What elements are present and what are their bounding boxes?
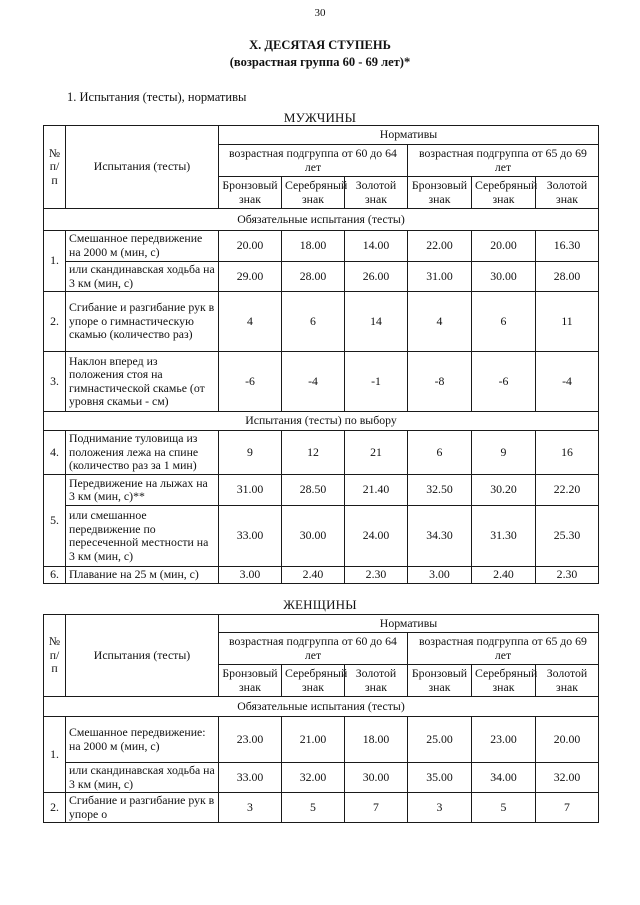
- test-name: Смешанное передвижение на 2000 м (мин, с): [66, 231, 219, 262]
- test-name: или смешанное передвижение по пересеченной местности на 3 км (мин, с): [66, 506, 219, 567]
- header-gold: Золотой знак: [536, 665, 599, 697]
- table-row: [44, 431, 599, 475]
- header-gold: Золотой знак: [536, 177, 599, 209]
- norm-value: -6: [472, 352, 536, 412]
- norm-value: 30.00: [472, 262, 536, 292]
- norm-value: 33.00: [219, 506, 282, 567]
- norm-value: -4: [282, 352, 345, 412]
- norm-value: 31.30: [472, 506, 536, 567]
- norm-value: 26.00: [345, 262, 408, 292]
- norm-value: 28.00: [536, 262, 599, 292]
- test-name: или скандинавская ходьба на 3 км (мин, с): [66, 262, 219, 292]
- test-name: Сгибание и разгибание рук в упоре о гимнастическую скамью (количество раз): [66, 292, 219, 352]
- norm-value: 22.00: [408, 231, 472, 262]
- row-number: 1.: [44, 717, 66, 793]
- norm-value: -1: [345, 352, 408, 412]
- test-name: Передвижение на лыжах на 3 км (мин, с)**: [66, 475, 219, 506]
- norm-value: 31.00: [408, 262, 472, 292]
- men-optional-rows: [44, 431, 599, 584]
- norm-value: 28.50: [282, 475, 345, 506]
- norm-value: 2.30: [536, 567, 599, 584]
- test-name: Поднимание туловища из положения лежа на спине (количество раз за 1 мин): [66, 431, 219, 475]
- table-row: [44, 231, 599, 262]
- women-caption: ЖЕНЩИНЫ: [283, 597, 357, 612]
- norm-value: 7: [345, 793, 408, 823]
- norm-value: 20.00: [219, 231, 282, 262]
- norm-value: 21: [345, 431, 408, 475]
- norm-value: 3: [408, 793, 472, 823]
- norm-value: -6: [219, 352, 282, 412]
- norm-value: 28.00: [282, 262, 345, 292]
- norm-value: 33.00: [219, 763, 282, 793]
- norm-value: -8: [408, 352, 472, 412]
- women-mandatory-rows: [44, 717, 599, 823]
- table-row: [44, 352, 599, 412]
- header-bronze: Бронзовый знак: [219, 665, 282, 697]
- norm-value: 16.30: [536, 231, 599, 262]
- test-name: Сгибание и разгибание рук в упоре о: [66, 793, 219, 823]
- table-row: [44, 262, 599, 292]
- men-mandatory-rows: [44, 231, 599, 412]
- men-header: [44, 126, 599, 231]
- women-header: [44, 615, 599, 717]
- norm-value: 25.00: [408, 717, 472, 763]
- norm-value: 32.00: [282, 763, 345, 793]
- row-number: 2.: [44, 292, 66, 352]
- norm-value: 24.00: [345, 506, 408, 567]
- document-title: X. ДЕСЯТАЯ СТУПЕНЬ: [249, 38, 391, 52]
- header-silver: Серебряный знак: [282, 665, 345, 697]
- norm-value: 2.40: [472, 567, 536, 584]
- norm-value: 21.40: [345, 475, 408, 506]
- test-name: или скандинавская ходьба на 3 км (мин, с): [66, 763, 219, 793]
- norm-value: 3.00: [219, 567, 282, 584]
- header-group-65-69: возрастная подгруппа от 65 до 69 лет: [408, 633, 599, 665]
- men-table: [43, 125, 599, 584]
- table-row: [44, 567, 599, 584]
- norm-value: 4: [219, 292, 282, 352]
- norm-value: 31.00: [219, 475, 282, 506]
- row-number: 2.: [44, 793, 66, 823]
- header-bronze: Бронзовый знак: [219, 177, 282, 209]
- section-heading: 1. Испытания (тесты), нормативы: [67, 90, 247, 104]
- header-gold: Золотой знак: [345, 665, 408, 697]
- header-silver: Серебряный знак: [282, 177, 345, 209]
- norm-value: 32.50: [408, 475, 472, 506]
- norm-value: 2.30: [345, 567, 408, 584]
- norm-value: 21.00: [282, 717, 345, 763]
- norm-value: 5: [472, 793, 536, 823]
- norm-value: 3: [219, 793, 282, 823]
- norm-value: 25.30: [536, 506, 599, 567]
- women-mandatory-label: Обязательные испытания (тесты): [44, 697, 599, 717]
- norm-value: 16: [536, 431, 599, 475]
- norm-value: 34.30: [408, 506, 472, 567]
- header-group-60-64: возрастная подгруппа от 60 до 64 лет: [219, 145, 408, 177]
- document-subtitle: (возрастная группа 60 - 69 лет)*: [229, 55, 411, 69]
- women-table: [43, 614, 599, 823]
- row-number: 5.: [44, 475, 66, 567]
- header-bronze: Бронзовый знак: [408, 665, 472, 697]
- header-group-65-69: возрастная подгруппа от 65 до 69 лет: [408, 145, 599, 177]
- norm-value: 23.00: [219, 717, 282, 763]
- norm-value: 18.00: [282, 231, 345, 262]
- header-tests: Испытания (тесты): [66, 615, 219, 697]
- norm-value: 20.00: [536, 717, 599, 763]
- norm-value: 32.00: [536, 763, 599, 793]
- norm-value: 14: [345, 292, 408, 352]
- table-row: [44, 475, 599, 506]
- test-name: Смешанное передвижение: на 2000 м (мин, с): [66, 717, 219, 763]
- table-row: [44, 793, 599, 823]
- header-silver: Серебряный знак: [472, 665, 536, 697]
- table-row: [44, 717, 599, 763]
- men-mandatory-label: Обязательные испытания (тесты): [44, 209, 599, 231]
- norm-value: 7: [536, 793, 599, 823]
- norm-value: 3.00: [408, 567, 472, 584]
- norm-value: 34.00: [472, 763, 536, 793]
- norm-value: 23.00: [472, 717, 536, 763]
- header-bronze: Бронзовый знак: [408, 177, 472, 209]
- header-norms: Нормативы: [219, 615, 599, 633]
- norm-value: -4: [536, 352, 599, 412]
- norm-value: 6: [472, 292, 536, 352]
- row-number: 3.: [44, 352, 66, 412]
- header-norms: Нормативы: [219, 126, 599, 145]
- norm-value: 30.00: [282, 506, 345, 567]
- row-number: 4.: [44, 431, 66, 475]
- header-silver: Серебряный знак: [472, 177, 536, 209]
- norm-value: 12: [282, 431, 345, 475]
- norm-value: 29.00: [219, 262, 282, 292]
- norm-value: 20.00: [472, 231, 536, 262]
- header-tests: Испытания (тесты): [66, 126, 219, 209]
- page-number: 30: [314, 7, 326, 19]
- norm-value: 9: [219, 431, 282, 475]
- norm-value: 5: [282, 793, 345, 823]
- norm-value: 2.40: [282, 567, 345, 584]
- header-num: № п/п: [44, 615, 66, 697]
- norm-value: 18.00: [345, 717, 408, 763]
- test-name: Плавание на 25 м (мин, с): [66, 567, 219, 584]
- header-gold: Золотой знак: [345, 177, 408, 209]
- table-row: [44, 506, 599, 567]
- norm-value: 6: [282, 292, 345, 352]
- norm-value: 30.00: [345, 763, 408, 793]
- men-caption: МУЖЧИНЫ: [283, 110, 357, 125]
- test-name: Наклон вперед из положения стоя на гимнастической скамье (от уровня скамьи - см): [66, 352, 219, 412]
- norm-value: 22.20: [536, 475, 599, 506]
- header-group-60-64: возрастная подгруппа от 60 до 64 лет: [219, 633, 408, 665]
- row-number: 6.: [44, 567, 66, 584]
- header-num: № п/п: [44, 126, 66, 209]
- norm-value: 14.00: [345, 231, 408, 262]
- row-number: 1.: [44, 231, 66, 292]
- norm-value: 11: [536, 292, 599, 352]
- norm-value: 30.20: [472, 475, 536, 506]
- norm-value: 35.00: [408, 763, 472, 793]
- norm-value: 4: [408, 292, 472, 352]
- table-row: [44, 763, 599, 793]
- men-optional-label: Испытания (тесты) по выбору: [44, 412, 599, 431]
- norm-value: 9: [472, 431, 536, 475]
- table-row: [44, 292, 599, 352]
- norm-value: 6: [408, 431, 472, 475]
